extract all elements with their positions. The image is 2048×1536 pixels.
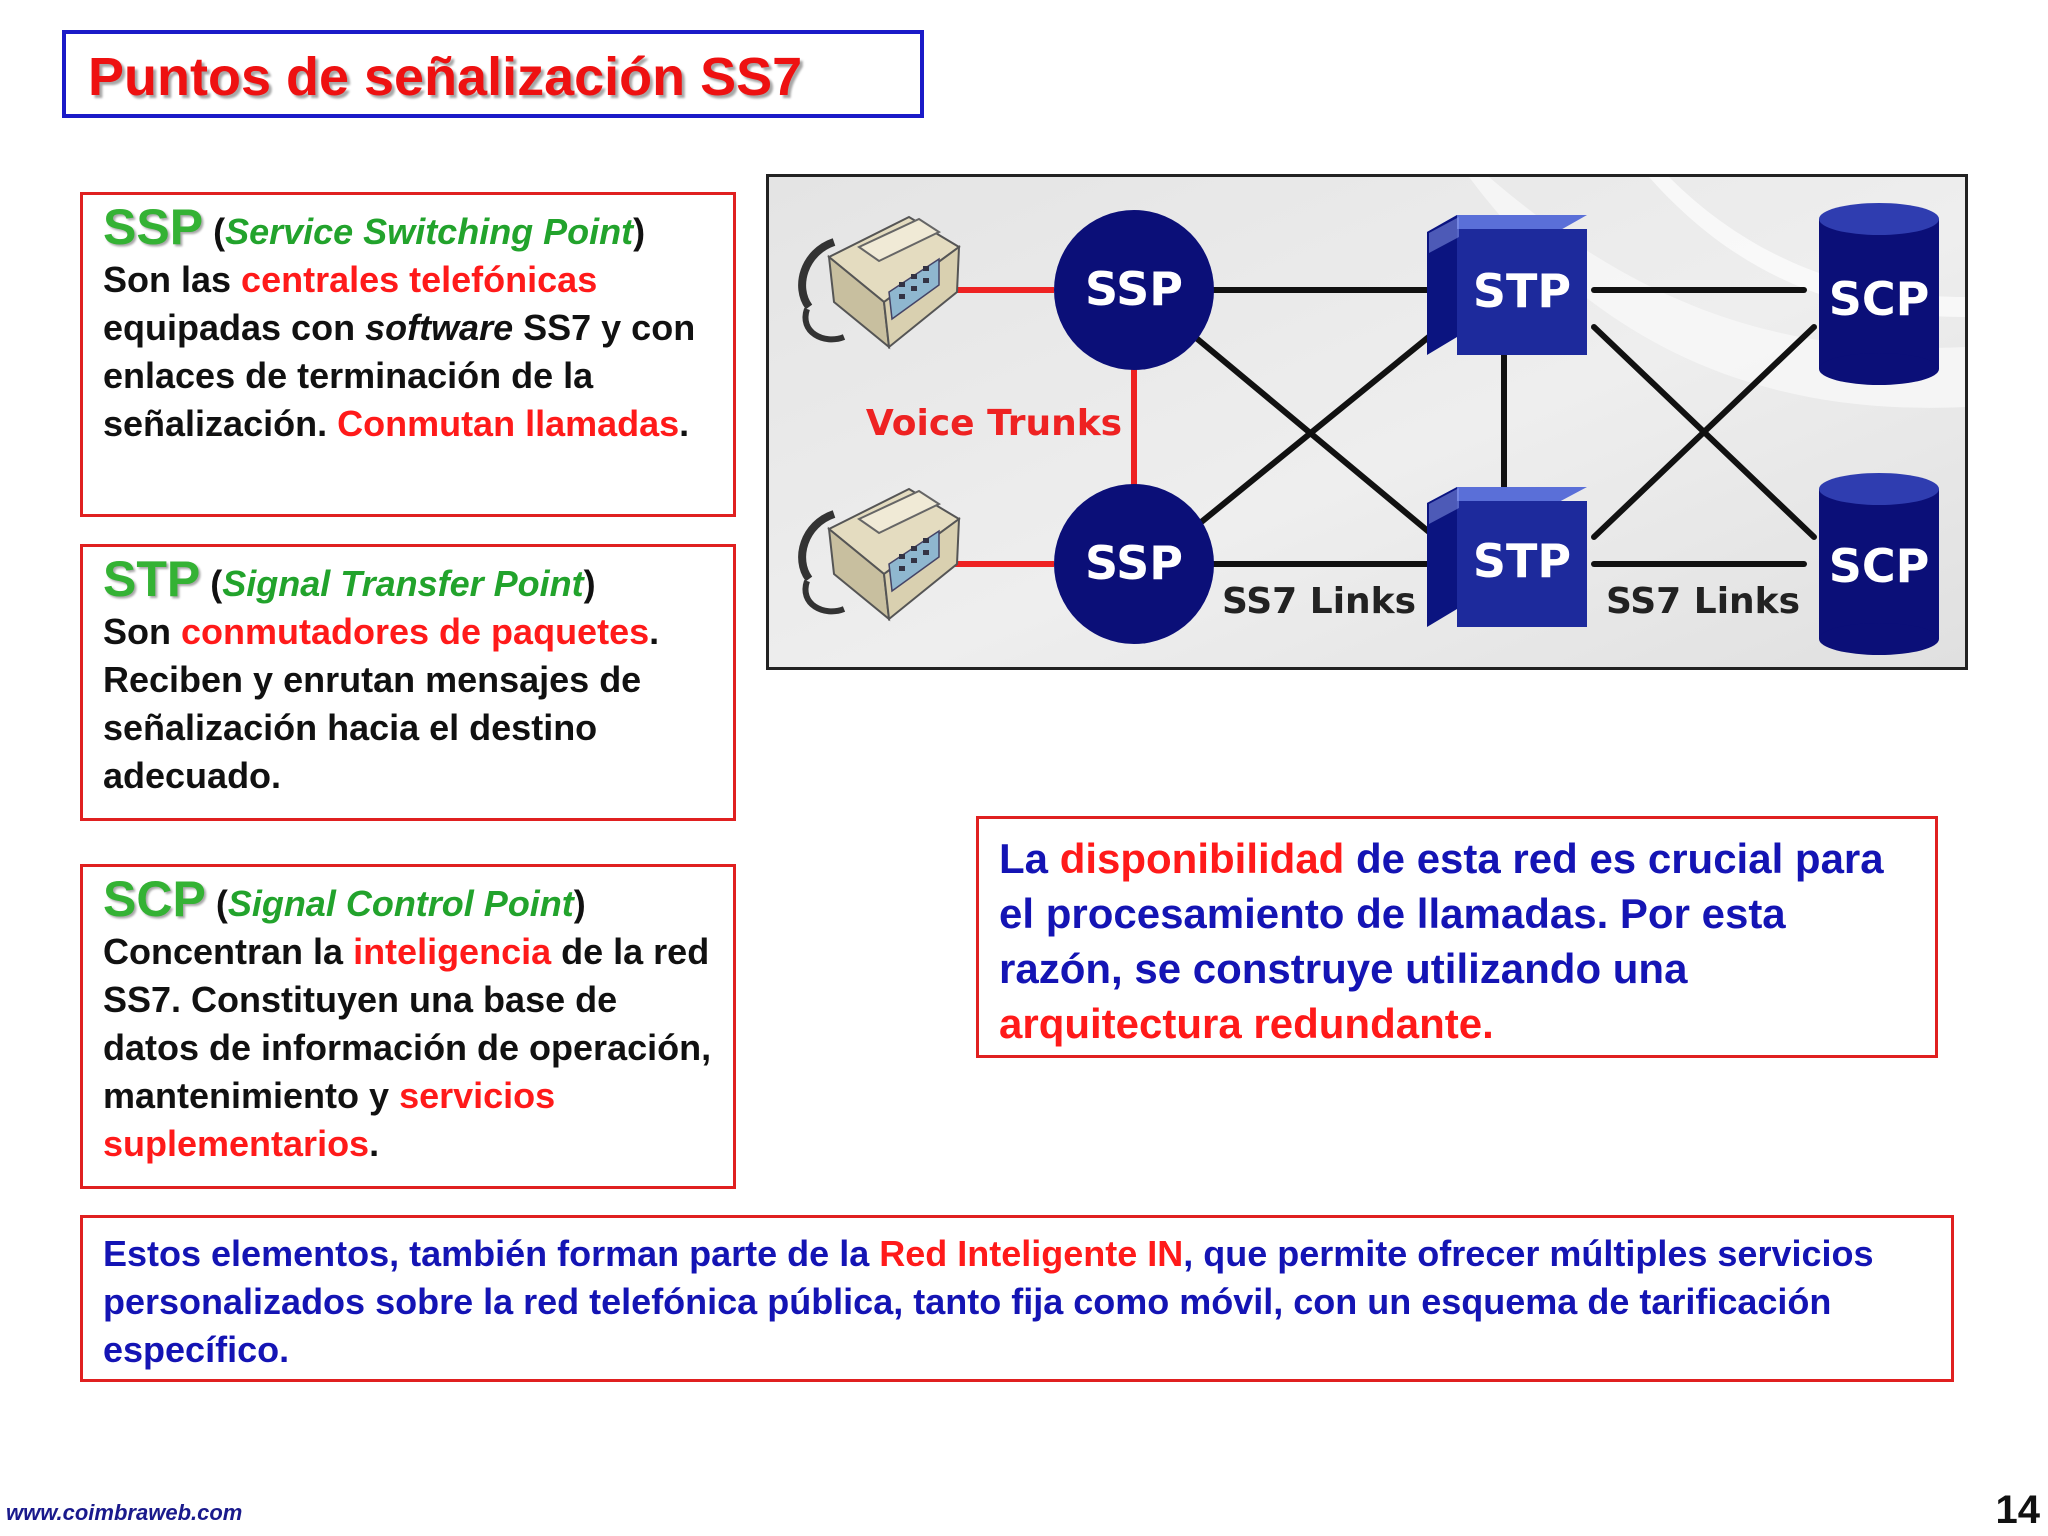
stp-node-top-label: STP bbox=[1472, 264, 1572, 318]
ss7-network-diagram bbox=[766, 174, 1968, 670]
scp-expansion: Signal Control Point bbox=[227, 883, 574, 924]
intelligent-network-note-box: Estos elementos, también forman parte de la Red Inteligente IN, que permite ofrecer múltiples servicios personalizados sobre la red telefónica pública, tanto fija como móvil, con un esquema de tarificación específico. bbox=[80, 1215, 1954, 1382]
scp-heading: SCP (Signal Control Point) bbox=[103, 871, 586, 927]
ssp-description: Son las centrales telefónicas equipadas con software SS7 y con enlaces de terminación de la señalización. Conmutan llamadas. bbox=[103, 259, 696, 444]
scp-acronym: SCP bbox=[103, 871, 206, 927]
scp-description: Concentran la inteligencia de la red SS7. Constituyen una base de datos de información de operación, mantenimiento y servicios suplementarios. bbox=[103, 931, 712, 1164]
scp-node-bottom-label: SCP bbox=[1828, 539, 1930, 593]
ssp-expansion: Service Switching Point bbox=[225, 211, 634, 252]
stp-acronym: STP bbox=[103, 551, 201, 607]
stp-expansion: Signal Transfer Point bbox=[222, 563, 584, 604]
scp-definition-box bbox=[80, 864, 736, 1189]
stp-node-bottom-label: STP bbox=[1472, 534, 1572, 588]
ss7-links-left-label: SS7 Links bbox=[1221, 581, 1417, 622]
ssp-definition-box bbox=[80, 192, 736, 517]
stp-heading: STP (Signal Transfer Point) bbox=[103, 551, 596, 607]
voice-trunks-label: Voice Trunks bbox=[865, 403, 1123, 444]
ssp-heading: SSP (Service Switching Point) bbox=[103, 199, 646, 255]
stp-description: Son conmutadores de paquetes. Reciben y enrutan mensajes de señalización hacia el destino adecuado. bbox=[103, 611, 660, 796]
title-box bbox=[62, 30, 924, 118]
ssp-node-top-label: SSP bbox=[1085, 262, 1183, 316]
slide-title: Puntos de señalización SS7 bbox=[88, 47, 803, 107]
redundancy-note-box: La disponibilidad de esta red es crucial para el procesamiento de llamadas. Por esta razón, se construye utilizando una arquitectura redundante. bbox=[976, 816, 1938, 1058]
scp-node-top-label: SCP bbox=[1828, 272, 1930, 326]
page-number: 14 bbox=[1995, 1488, 2040, 1532]
footer-url: www.coimbraweb.com bbox=[6, 1500, 243, 1525]
ssp-acronym: SSP bbox=[103, 199, 204, 255]
stp-definition-box bbox=[80, 544, 736, 821]
ssp-node-bottom-label: SSP bbox=[1085, 536, 1183, 590]
ss7-links-right-label: SS7 Links bbox=[1605, 581, 1801, 622]
